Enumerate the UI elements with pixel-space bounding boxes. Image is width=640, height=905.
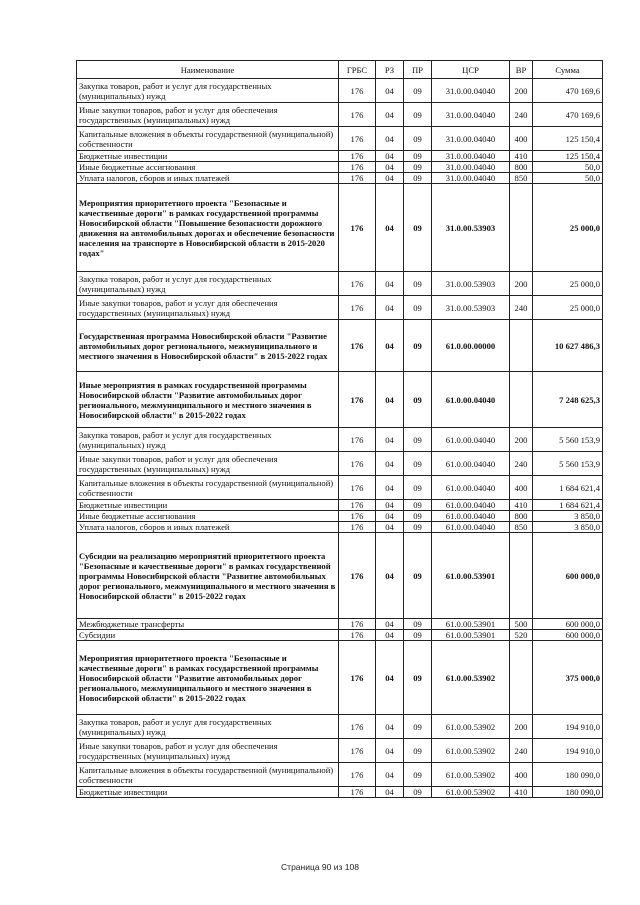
- row-rz-cell: 04: [376, 763, 404, 787]
- row-name-cell: Мероприятия приоритетного проекта "Безопасные и качественные дороги" в рамках государственной программы Новосибирской области "Повышение безопасности дорожного движения на автомобильных дорогах и обеспечение безопасности населения на транспорте в Новосибирской области в 2015-2020 годах": [77, 184, 339, 272]
- row-pr-cell: 09: [404, 630, 432, 641]
- budget-table: [76, 60, 603, 798]
- row-name-cell: Иные бюджетные ассигнования: [77, 162, 339, 173]
- row-name-cell: Капитальные вложения в объекты государственной (муниципальной) собственности: [77, 763, 339, 787]
- table-row: [77, 79, 603, 103]
- table-row: [77, 103, 603, 127]
- row-sum-cell: 5 560 153,9: [533, 428, 603, 452]
- row-pr-cell: 09: [404, 533, 432, 619]
- row-sum-cell: 600 000,0: [533, 630, 603, 641]
- row-grbs-cell: 176: [339, 630, 376, 641]
- row-pr-cell: 09: [404, 79, 432, 103]
- row-csr-cell: 61.0.00.04040: [432, 428, 510, 452]
- row-csr-cell: 31.0.00.53903: [432, 184, 510, 272]
- row-rz-cell: 04: [376, 173, 404, 184]
- row-grbs-cell: 176: [339, 428, 376, 452]
- row-rz-cell: 04: [376, 630, 404, 641]
- row-pr-cell: 09: [404, 272, 432, 296]
- row-csr-cell: 61.0.00.53902: [432, 787, 510, 798]
- row-sum-cell: 470 169,6: [533, 103, 603, 127]
- table-row: [77, 272, 603, 296]
- table-row: [77, 630, 603, 641]
- row-csr-cell: 61.0.00.04040: [432, 511, 510, 522]
- row-sum-cell: 600 000,0: [533, 619, 603, 630]
- row-csr-cell: 61.0.00.53902: [432, 715, 510, 739]
- row-grbs-cell: 176: [339, 103, 376, 127]
- row-rz-cell: 04: [376, 320, 404, 372]
- row-csr-cell: 31.0.00.04040: [432, 79, 510, 103]
- row-csr-cell: 61.0.00.53902: [432, 739, 510, 763]
- row-rz-cell: 04: [376, 103, 404, 127]
- row-sum-cell: 125 150,4: [533, 127, 603, 151]
- row-sum-cell: 3 850,0: [533, 522, 603, 533]
- row-sum-cell: 194 910,0: [533, 739, 603, 763]
- row-rz-cell: 04: [376, 533, 404, 619]
- row-name-cell: Мероприятия приоритетного проекта "Безопасные и качественные дороги" в рамках государственной программы Новосибирской области "Развитие автомобильных дорог регионального, межмуниципального и местного значения в Новосибирской области" в 2015-2022 годах: [77, 641, 339, 715]
- row-vr-cell: 200: [510, 715, 533, 739]
- row-grbs-cell: 176: [339, 476, 376, 500]
- table-row: [77, 511, 603, 522]
- table-row: [77, 739, 603, 763]
- row-grbs-cell: 176: [339, 522, 376, 533]
- row-grbs-cell: 176: [339, 296, 376, 320]
- row-pr-cell: 09: [404, 763, 432, 787]
- row-grbs-cell: 176: [339, 452, 376, 476]
- table-header-row: [77, 61, 603, 79]
- table-row: [77, 428, 603, 452]
- row-grbs-cell: 176: [339, 619, 376, 630]
- row-vr-cell: 800: [510, 511, 533, 522]
- row-rz-cell: 04: [376, 476, 404, 500]
- table-row: [77, 320, 603, 372]
- row-rz-cell: 04: [376, 184, 404, 272]
- table-row: [77, 296, 603, 320]
- row-rz-cell: 04: [376, 372, 404, 428]
- row-vr-cell: 850: [510, 522, 533, 533]
- column-header-csr: ЦСР: [432, 61, 510, 79]
- row-grbs-cell: 176: [339, 715, 376, 739]
- row-csr-cell: 31.0.00.04040: [432, 127, 510, 151]
- row-name-cell: Иные мероприятия в рамках государственной программы Новосибирской области "Развитие автомобильных дорог регионального, межмуниципального и местного значения в Новосибирской области" в 2015-2022 годах: [77, 372, 339, 428]
- row-name-cell: Капитальные вложения в объекты государственной (муниципальной) собственности: [77, 127, 339, 151]
- row-sum-cell: 50,0: [533, 162, 603, 173]
- row-sum-cell: 180 090,0: [533, 763, 603, 787]
- row-vr-cell: 240: [510, 103, 533, 127]
- row-sum-cell: 1 684 621,4: [533, 476, 603, 500]
- row-rz-cell: 04: [376, 715, 404, 739]
- row-sum-cell: 470 169,6: [533, 79, 603, 103]
- row-vr-cell: 200: [510, 79, 533, 103]
- row-grbs-cell: 176: [339, 372, 376, 428]
- row-grbs-cell: 176: [339, 500, 376, 511]
- row-grbs-cell: 176: [339, 162, 376, 173]
- row-pr-cell: 09: [404, 511, 432, 522]
- row-grbs-cell: 176: [339, 173, 376, 184]
- row-name-cell: Уплата налогов, сборов и иных платежей: [77, 173, 339, 184]
- row-grbs-cell: 176: [339, 79, 376, 103]
- row-pr-cell: 09: [404, 320, 432, 372]
- table-row: [77, 500, 603, 511]
- row-grbs-cell: 176: [339, 641, 376, 715]
- row-rz-cell: 04: [376, 162, 404, 173]
- column-header-vr: ВР: [510, 61, 533, 79]
- row-csr-cell: 31.0.00.04040: [432, 151, 510, 162]
- table-row: [77, 641, 603, 715]
- row-name-cell: Иные бюджетные ассигнования: [77, 511, 339, 522]
- row-rz-cell: 04: [376, 787, 404, 798]
- row-pr-cell: 09: [404, 476, 432, 500]
- row-name-cell: Субсидии на реализацию мероприятий приоритетного проекта "Безопасные и качественные дороги" в рамках государственной программы Новосибирской области "Развитие автомобильных дорог регионального, межмуниципального и местного значения в Новосибирской области" в 2015-2022 годах: [77, 533, 339, 619]
- row-grbs-cell: 176: [339, 272, 376, 296]
- table-row: [77, 522, 603, 533]
- row-pr-cell: 09: [404, 296, 432, 320]
- row-csr-cell: 61.0.00.53901: [432, 619, 510, 630]
- row-sum-cell: 7 248 625,3: [533, 372, 603, 428]
- row-name-cell: Бюджетные инвестиции: [77, 151, 339, 162]
- table-row: [77, 184, 603, 272]
- row-name-cell: Бюджетные инвестиции: [77, 787, 339, 798]
- row-pr-cell: 09: [404, 162, 432, 173]
- row-rz-cell: 04: [376, 127, 404, 151]
- row-sum-cell: 25 000,0: [533, 272, 603, 296]
- row-name-cell: Субсидии: [77, 630, 339, 641]
- row-pr-cell: 09: [404, 522, 432, 533]
- row-sum-cell: 1 684 621,4: [533, 500, 603, 511]
- row-csr-cell: 61.0.00.53902: [432, 763, 510, 787]
- table-row: [77, 715, 603, 739]
- row-vr-cell: 410: [510, 500, 533, 511]
- row-csr-cell: 61.0.00.04040: [432, 500, 510, 511]
- row-vr-cell: 500: [510, 619, 533, 630]
- row-sum-cell: 25 000,0: [533, 296, 603, 320]
- row-pr-cell: 09: [404, 428, 432, 452]
- row-vr-cell: 200: [510, 428, 533, 452]
- table-row: [77, 619, 603, 630]
- row-csr-cell: 61.0.00.04040: [432, 522, 510, 533]
- row-name-cell: Бюджетные инвестиции: [77, 500, 339, 511]
- row-rz-cell: 04: [376, 511, 404, 522]
- row-vr-cell: 200: [510, 272, 533, 296]
- column-header-rz: РЗ: [376, 61, 404, 79]
- row-pr-cell: 09: [404, 173, 432, 184]
- row-pr-cell: 09: [404, 500, 432, 511]
- row-rz-cell: 04: [376, 79, 404, 103]
- table-row: [77, 127, 603, 151]
- row-sum-cell: 25 000,0: [533, 184, 603, 272]
- row-name-cell: Уплата налогов, сборов и иных платежей: [77, 522, 339, 533]
- table-row: [77, 787, 603, 798]
- row-vr-cell: 800: [510, 162, 533, 173]
- row-csr-cell: 31.0.00.04040: [432, 173, 510, 184]
- row-sum-cell: 3 850,0: [533, 511, 603, 522]
- row-rz-cell: 04: [376, 151, 404, 162]
- row-vr-cell: 240: [510, 296, 533, 320]
- table-row: [77, 372, 603, 428]
- row-grbs-cell: 176: [339, 320, 376, 372]
- row-name-cell: Закупка товаров, работ и услуг для государственных (муниципальных) нужд: [77, 79, 339, 103]
- row-csr-cell: 61.0.00.53901: [432, 533, 510, 619]
- row-sum-cell: 5 560 153,9: [533, 452, 603, 476]
- row-grbs-cell: 176: [339, 511, 376, 522]
- row-pr-cell: 09: [404, 641, 432, 715]
- row-pr-cell: 09: [404, 619, 432, 630]
- table-row: [77, 476, 603, 500]
- row-sum-cell: 600 000,0: [533, 533, 603, 619]
- column-header-sum: Сумма: [533, 61, 603, 79]
- row-name-cell: Межбюджетные трансферты: [77, 619, 339, 630]
- row-csr-cell: 61.0.00.00000: [432, 320, 510, 372]
- row-grbs-cell: 176: [339, 763, 376, 787]
- row-csr-cell: 61.0.00.04040: [432, 476, 510, 500]
- column-header-pr: ПР: [404, 61, 432, 79]
- row-sum-cell: 375 000,0: [533, 641, 603, 715]
- table-row: [77, 173, 603, 184]
- row-vr-cell: 410: [510, 787, 533, 798]
- row-vr-cell: 240: [510, 452, 533, 476]
- row-csr-cell: 61.0.00.53902: [432, 641, 510, 715]
- row-grbs-cell: 176: [339, 184, 376, 272]
- row-vr-cell: [510, 641, 533, 715]
- table-row: [77, 763, 603, 787]
- row-name-cell: Иные закупки товаров, работ и услуг для обеспечения государственных (муниципальных) нужд: [77, 296, 339, 320]
- row-pr-cell: 09: [404, 103, 432, 127]
- row-rz-cell: 04: [376, 272, 404, 296]
- row-pr-cell: 09: [404, 184, 432, 272]
- row-vr-cell: 400: [510, 476, 533, 500]
- row-csr-cell: 61.0.00.04040: [432, 452, 510, 476]
- row-pr-cell: 09: [404, 739, 432, 763]
- row-csr-cell: 61.0.00.53901: [432, 630, 510, 641]
- row-rz-cell: 04: [376, 619, 404, 630]
- row-vr-cell: [510, 184, 533, 272]
- row-name-cell: Закупка товаров, работ и услуг для государственных (муниципальных) нужд: [77, 428, 339, 452]
- row-name-cell: Закупка товаров, работ и услуг для государственных (муниципальных) нужд: [77, 715, 339, 739]
- row-vr-cell: 410: [510, 151, 533, 162]
- row-sum-cell: 180 090,0: [533, 787, 603, 798]
- table-row: [77, 533, 603, 619]
- row-rz-cell: 04: [376, 452, 404, 476]
- row-csr-cell: 61.0.00.04040: [432, 372, 510, 428]
- row-vr-cell: [510, 372, 533, 428]
- row-csr-cell: 31.0.00.04040: [432, 103, 510, 127]
- row-name-cell: Иные закупки товаров, работ и услуг для обеспечения государственных (муниципальных) нужд: [77, 103, 339, 127]
- row-pr-cell: 09: [404, 452, 432, 476]
- row-vr-cell: [510, 533, 533, 619]
- row-vr-cell: 240: [510, 739, 533, 763]
- row-name-cell: Закупка товаров, работ и услуг для государственных (муниципальных) нужд: [77, 272, 339, 296]
- row-pr-cell: 09: [404, 787, 432, 798]
- table-row: [77, 151, 603, 162]
- row-rz-cell: 04: [376, 641, 404, 715]
- page-number: Страница 90 из 108: [281, 862, 359, 872]
- table-body: [77, 79, 603, 798]
- row-name-cell: Государственная программа Новосибирской области "Развитие автомобильных дорог регионального, межмуниципального и местного значения в Новосибирской области" в 2015-2022 годах: [77, 320, 339, 372]
- row-grbs-cell: 176: [339, 739, 376, 763]
- row-rz-cell: 04: [376, 296, 404, 320]
- row-name-cell: Капитальные вложения в объекты государственной (муниципальной) собственности: [77, 476, 339, 500]
- row-grbs-cell: 176: [339, 151, 376, 162]
- row-vr-cell: 520: [510, 630, 533, 641]
- row-name-cell: Иные закупки товаров, работ и услуг для обеспечения государственных (муниципальных) нужд: [77, 452, 339, 476]
- row-vr-cell: 400: [510, 127, 533, 151]
- row-csr-cell: 31.0.00.53903: [432, 272, 510, 296]
- row-pr-cell: 09: [404, 151, 432, 162]
- column-header-name: Наименование: [77, 61, 339, 79]
- row-rz-cell: 04: [376, 522, 404, 533]
- row-rz-cell: 04: [376, 500, 404, 511]
- table-row: [77, 452, 603, 476]
- row-sum-cell: 10 627 486,3: [533, 320, 603, 372]
- table-row: [77, 162, 603, 173]
- column-header-grbs: ГРБС: [339, 61, 376, 79]
- row-pr-cell: 09: [404, 715, 432, 739]
- row-grbs-cell: 176: [339, 127, 376, 151]
- row-pr-cell: 09: [404, 127, 432, 151]
- row-sum-cell: 194 910,0: [533, 715, 603, 739]
- row-grbs-cell: 176: [339, 533, 376, 619]
- row-name-cell: Иные закупки товаров, работ и услуг для обеспечения государственных (муниципальных) нужд: [77, 739, 339, 763]
- row-vr-cell: 850: [510, 173, 533, 184]
- row-sum-cell: 125 150,4: [533, 151, 603, 162]
- row-sum-cell: 50,0: [533, 173, 603, 184]
- row-rz-cell: 04: [376, 739, 404, 763]
- row-csr-cell: 31.0.00.53903: [432, 296, 510, 320]
- row-pr-cell: 09: [404, 372, 432, 428]
- row-rz-cell: 04: [376, 428, 404, 452]
- row-vr-cell: [510, 320, 533, 372]
- row-grbs-cell: 176: [339, 787, 376, 798]
- row-csr-cell: 31.0.00.04040: [432, 162, 510, 173]
- row-vr-cell: 400: [510, 763, 533, 787]
